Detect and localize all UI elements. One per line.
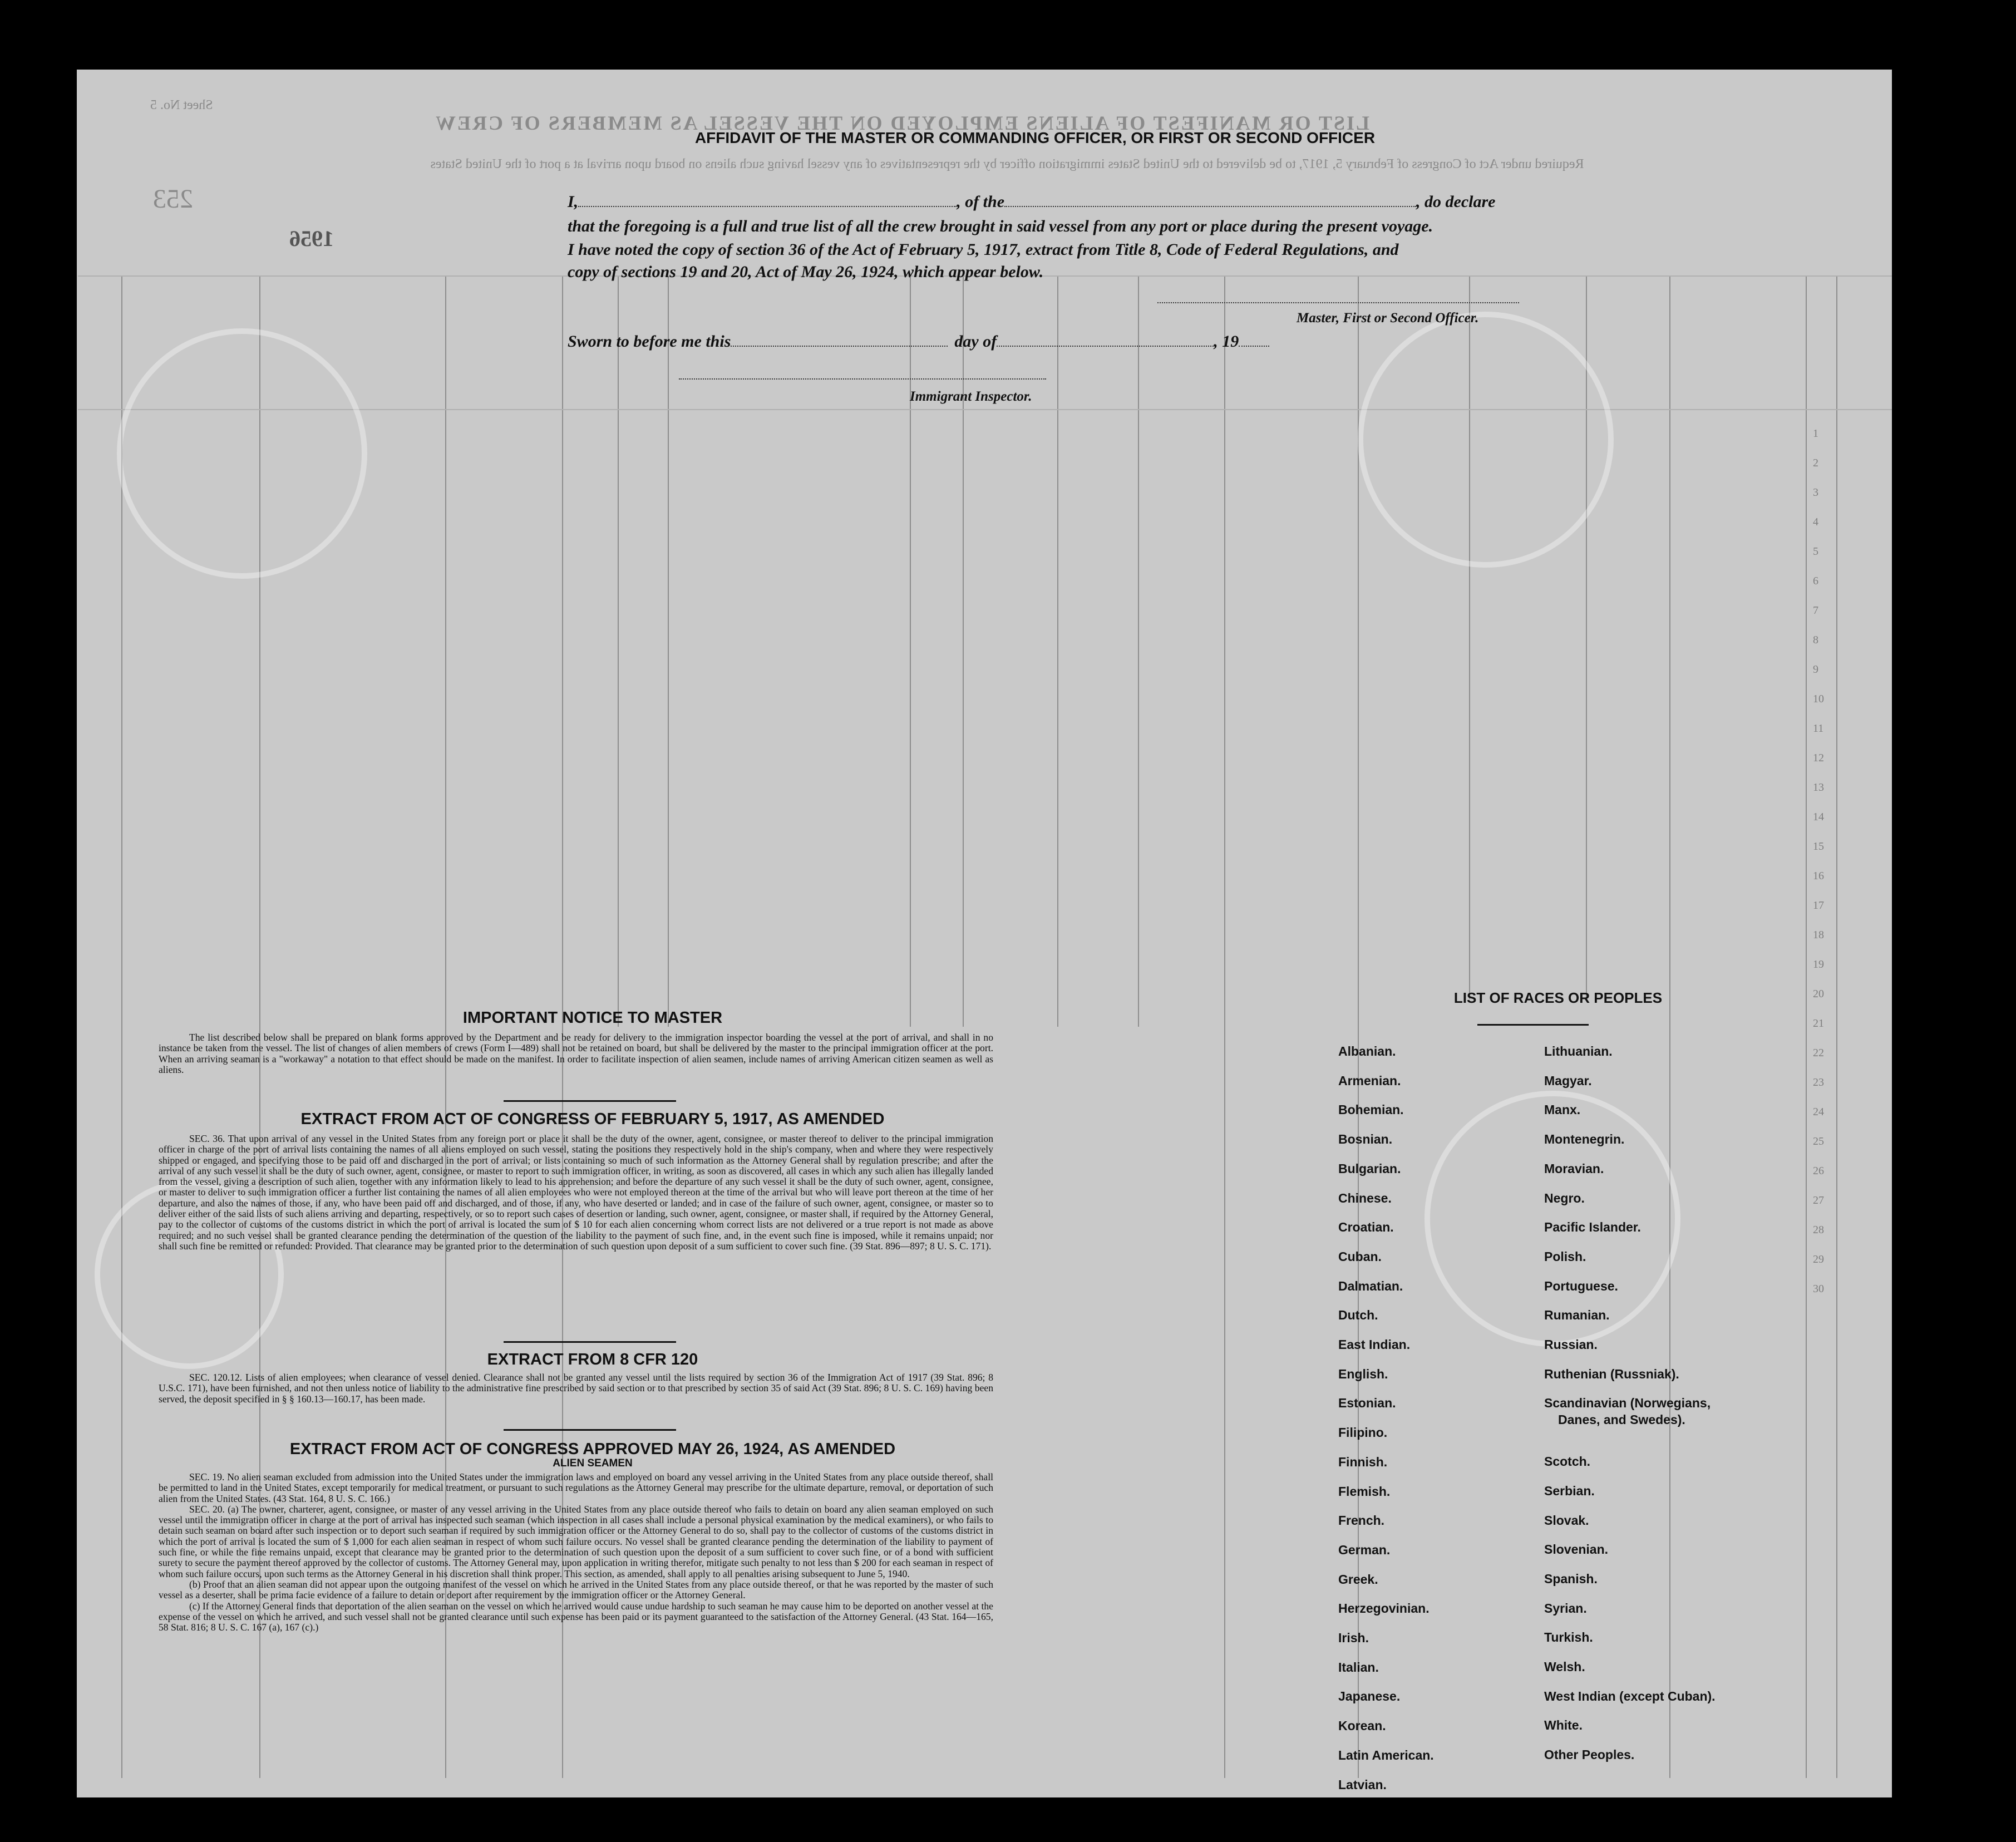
row-number: 17	[1813, 899, 1824, 912]
race-item: Serbian.	[1544, 1483, 1595, 1498]
row-number: 9	[1813, 663, 1818, 676]
affidavit-i: I,	[568, 193, 579, 211]
race-item: Montenegrin.	[1544, 1132, 1625, 1147]
races-title: LIST OF RACES OR PEOPLES	[1453, 989, 1663, 1006]
grid-line	[121, 275, 122, 1778]
sworn-day-of: day of	[954, 332, 997, 351]
row-number: 29	[1813, 1253, 1824, 1265]
race-item: Dalmatian.	[1338, 1278, 1403, 1293]
race-item: Korean.	[1338, 1718, 1386, 1733]
extract-1924-title: EXTRACT FROM ACT OF CONGRESS APPROVED MAY 26, 1924, AS AMENDED	[289, 1440, 896, 1458]
bleed-required-text: Required under Act of Congress of February 5, 1917, to be delivered to the United States immigration officer by the representatives of any vessel having such aliens on board upon arrival at a port of the United States	[430, 157, 1584, 171]
race-item: Slovak.	[1544, 1513, 1589, 1528]
punch-hole	[1917, 1185, 1948, 1216]
race-item: Latvian.	[1338, 1777, 1387, 1792]
vessel-blank[interactable]	[1004, 206, 1416, 207]
sec20a-text: SEC. 20. (a) The owner, charterer, agent, consignee, or master of any vessel arriving in the United States from any place outside thereof who fails to detain on board any alien seaman employed on such vessel until the immigration officer in charge at the port of arrival has inspected such seaman (which inspection in all cases shall include a personal physical examination by the medical examiners), or who fails to detain such seaman on board after such inspection or to deport such seaman if required by such immigration officer or the Attorney General to do so, shall pay to the collector of customs of the customs district in which the port of arrival is located the sum of $ 1,000 for each alien seaman in respect of whom such failure occurs. No vessel shall be granted clearance pending the determination of the liability to payment of such fine, or while the fine remains unpaid, except that clearance may be granted prior to the determination of such question upon the deposit of a sum sufficient to cover such fine, or of a bond with sufficient surety to secure the payment thereof approved by the collector of customs. The Attorney General may, upon application in writing therefor, mitigate such penalty to not less than $ 200 for each seaman in respect of whom such failure occurs, upon such terms as the Attorney General in his discretion shall think proper. This section, as amended, shall apply to all penalties arising subsequent to June 5, 1940.	[159, 1503, 993, 1579]
sworn-day-blank[interactable]	[731, 346, 948, 347]
races-title-underline	[1477, 1024, 1589, 1026]
race-item: Danes, and Swedes).	[1558, 1412, 1685, 1427]
extract-1924-text	[159, 1472, 993, 1633]
race-item: East Indian.	[1338, 1337, 1411, 1352]
race-item: Dutch.	[1338, 1308, 1378, 1323]
row-number: 15	[1813, 840, 1824, 853]
punch-hole	[1917, 1272, 1948, 1303]
row-number: 6	[1813, 575, 1818, 587]
section-divider	[504, 1429, 676, 1431]
row-number: 3	[1813, 486, 1818, 499]
sworn-text: Sworn to before me this	[568, 332, 731, 351]
sworn-line	[568, 332, 1402, 351]
extract-1917-title: EXTRACT FROM ACT OF CONGRESS OF FEBRUARY 5, 1917, AS AMENDED	[300, 1110, 885, 1128]
section-divider	[504, 1100, 676, 1102]
bleed-sheet-number: Sheet No. 5	[150, 98, 213, 112]
affidavit-text-line: copy of sections 19 and 20, Act of May 26, 1924, which appear below.	[568, 263, 1044, 281]
sworn-month-blank[interactable]	[997, 346, 1214, 347]
row-number: 8	[1813, 634, 1818, 646]
bleed-title: LIST OR MANIFEST OF ALIENS EMPLOYED ON THE VESSEL AS MEMBERS OF CREW	[434, 112, 1370, 134]
race-item: French.	[1338, 1513, 1385, 1528]
grid-line	[1836, 275, 1837, 1778]
sec19-text: SEC. 19. No alien seaman excluded from admission into the United States under the immigration laws and employed on board any vessel arriving in the United States from any place outside thereof, shall be permitted to land in the United States, except temporarily for medical treatment, or pursuant to such regulations as the Attorney General may prescribe for the ultimate departure, removal, or deportation of such alien from the United States. (43 Stat. 164, 8 U. S. C. 166.)	[159, 1471, 993, 1504]
affidavit-text-line: that the foregoing is a full and true list of all the crew brought in said vessel from any port or place during the present voyage.	[568, 217, 1433, 235]
race-item: Ruthenian (Russniak).	[1544, 1366, 1679, 1381]
row-number: 7	[1813, 604, 1818, 617]
race-item: Armenian.	[1338, 1073, 1401, 1088]
sworn-year-prefix: , 19	[1214, 332, 1239, 351]
race-item: Manx.	[1544, 1102, 1581, 1117]
row-number: 4	[1813, 516, 1818, 528]
race-item: Japanese.	[1338, 1689, 1401, 1704]
affidavit-declaration-line	[568, 193, 1536, 211]
race-item: Greek.	[1338, 1572, 1378, 1587]
punch-hole	[1917, 470, 1948, 501]
row-number: 14	[1813, 811, 1824, 823]
extract-1924-subtitle: ALIEN SEAMEN	[553, 1457, 633, 1469]
race-item: Scandinavian (Norwegians,	[1544, 1396, 1711, 1411]
punch-hole	[1917, 609, 1948, 641]
row-number: 11	[1813, 722, 1824, 735]
race-item: Estonian.	[1338, 1396, 1396, 1411]
race-item: German.	[1338, 1542, 1391, 1557]
race-item: Pacific Islander.	[1544, 1220, 1641, 1235]
row-number: 25	[1813, 1135, 1824, 1147]
row-number: 22	[1813, 1047, 1824, 1059]
punch-hole	[1917, 337, 1948, 368]
row-number: 18	[1813, 929, 1824, 941]
master-signature-line[interactable]	[1157, 302, 1519, 303]
name-blank[interactable]	[578, 206, 957, 207]
race-item: Russian.	[1544, 1337, 1598, 1352]
race-item: Negro.	[1544, 1190, 1585, 1205]
extract-1917-text: SEC. 36. That upon arrival of any vessel in the United States from any foreign port or place it shall be the duty of the owner, agent, consignee, or master thereof to deliver to the principal immigration officer in charge of the port of arrival lists containing the names of all aliens employed on such vessel, stating the positions they respectively hold in the ship's company, when and where they were respectively shipped or engaged, and specifying those to be paid off and discharged in the port of arrival; or lists containing so much of such information as the Attorney General shall by regulation prescribe; and after the arrival of any such vessel it shall be the duty of such owner, agent, consignee, or master to report to such immigration officer, in writing, as soon as discovered, all cases in which any such alien has illegally landed from the vessel, giving a description of such alien, together with any information likely to lead to his apprehension; and before the departure of any such vessel it shall be the duty of such owner, agent, consignee, or master to deliver to such immigration officer a further list containing the names of all alien employees who were not employed thereon at the time of the arrival but who will leave port thereon at the time of her departure, and also the names of those, if any, who have been paid off and discharged, and of those, if any, who have deserted or landed; and in case of the failure of such owner, agent, consignee, or master so to deliver either of the said lists of such aliens arriving and departing, respectively, or so to report such cases of desertion or landing, such owner, agent, consignee, or master shall, if required by the Attorney General, pay to the collector of customs of the customs district in which the port of arrival is located the sum of $ 10 for each alien concerning whom correct lists are not delivered or a true report is not made as above required; and no such vessel shall be granted clearance pending the determination of the question of the liability to the payment of such fine, and, in the event such fine is imposed, while it remains unpaid; nor shall such fine be remitted or refunded: Provided. That clearance may be granted prior to the determination of such question upon deposit of a sum sufficient to cover such fine. (39 Stat. 896—897; 8 U. S. C. 171).	[159, 1133, 993, 1252]
sec20b-text: (b) Proof that an alien seaman did not appear upon the outgoing manifest of the vessel on which he arrived in the United States from any place outside thereof, or that he was reported by the master of such vessel as a deserter, shall be prima facie evidence of a failure to detain or deport after requirement by the immigration officer or the Attorney General.	[159, 1578, 993, 1601]
race-item: Rumanian.	[1544, 1308, 1610, 1323]
race-item: Flemish.	[1338, 1484, 1391, 1499]
row-number: 2	[1813, 457, 1818, 469]
inspector-signature-label: Immigrant Inspector.	[910, 389, 1032, 404]
row-number: 26	[1813, 1165, 1824, 1177]
race-item: Scotch.	[1544, 1454, 1591, 1469]
race-item: Italian.	[1338, 1659, 1379, 1674]
grid-line	[1138, 275, 1139, 1027]
punch-hole	[1917, 698, 1948, 730]
row-number: 1	[1813, 427, 1818, 440]
race-item: Spanish.	[1544, 1571, 1598, 1586]
race-item: Filipino.	[1338, 1425, 1388, 1440]
race-item: Bulgarian.	[1338, 1161, 1401, 1176]
race-item: Bosnian.	[1338, 1132, 1393, 1147]
grid-line	[963, 275, 964, 1027]
row-number: 24	[1813, 1106, 1824, 1118]
race-item: Turkish.	[1544, 1630, 1593, 1645]
grid-line	[910, 275, 911, 1027]
row-number: 10	[1813, 693, 1824, 705]
affidavit-do-declare: , do declare	[1416, 193, 1496, 211]
grid-line	[1806, 275, 1807, 1778]
race-item: Slovenian.	[1544, 1542, 1609, 1557]
bleed-manifest-number: 253	[153, 184, 193, 214]
row-number: 23	[1813, 1076, 1824, 1089]
row-number: 5	[1813, 545, 1818, 558]
race-item: Polish.	[1544, 1249, 1586, 1264]
grid-line	[618, 275, 619, 1027]
row-number: 21	[1813, 1017, 1824, 1030]
grid-line	[1224, 275, 1225, 1778]
notice-title: IMPORTANT NOTICE TO MASTER	[462, 1009, 723, 1027]
affidavit-title: AFFIDAVIT OF THE MASTER OR COMMANDING OFFICER, OR FIRST OR SECOND OFFICER	[694, 129, 1376, 146]
race-item: Portuguese.	[1544, 1278, 1618, 1293]
race-item: West Indian (except Cuban).	[1544, 1688, 1716, 1703]
race-item: Finnish.	[1338, 1454, 1388, 1469]
race-item: Magyar.	[1544, 1073, 1592, 1088]
sworn-year-blank[interactable]	[1239, 346, 1269, 347]
notice-text: The list described below shall be prepared on blank forms approved by the Department and be ready for delivery to the immigration inspector boarding the vessel at the port of arrival, and shall in no instance be taken from the vessel. The list of changes of alien members of crews (Form I—489) shall not be retained on board, but shall be delivered by the master to the principal immigration officer at the port. When an arriving seaman is a "workaway" a notation to that effect should be made on the manifest. In order to facilitate inspection of alien seamen, include names of arriving American citizen seamen as well as aliens.	[159, 1032, 993, 1075]
punch-hole	[1917, 256, 1948, 287]
row-number: 19	[1813, 958, 1824, 971]
race-item: White.	[1544, 1718, 1583, 1733]
affidavit-text-line: I have noted the copy of section 36 of the Act of February 5, 1917, extract from Title 8, Code of Federal Regulations, and	[568, 240, 1399, 259]
row-number: 30	[1813, 1283, 1824, 1295]
race-item: Syrian.	[1544, 1600, 1587, 1616]
race-item: Welsh.	[1544, 1659, 1585, 1674]
race-item: Chinese.	[1338, 1190, 1392, 1205]
race-item: Albanian.	[1338, 1044, 1396, 1058]
race-item: Irish.	[1338, 1631, 1369, 1645]
race-item: Herzegovinian.	[1338, 1601, 1430, 1616]
row-number: 27	[1813, 1194, 1824, 1206]
row-number: 16	[1813, 870, 1824, 882]
row-number: 20	[1813, 988, 1824, 1000]
section-divider	[504, 1341, 676, 1343]
grid-line	[1057, 275, 1058, 1027]
race-item: Cuban.	[1338, 1249, 1382, 1264]
master-signature-label: Master, First or Second Officer.	[1297, 311, 1479, 326]
race-item: Croatian.	[1338, 1220, 1394, 1235]
punch-hole	[1917, 1628, 1948, 1659]
bleed-date-stamp: 1956	[289, 226, 334, 251]
race-item: Moravian.	[1544, 1161, 1604, 1176]
affidavit-of-the: , of the	[957, 193, 1005, 211]
race-item: Latin American.	[1338, 1747, 1434, 1762]
grid-line	[1669, 275, 1670, 1778]
row-number: 12	[1813, 752, 1824, 764]
faint-circular-stamp	[117, 328, 367, 579]
race-item: Lithuanian.	[1544, 1044, 1613, 1058]
extract-cfr-text: SEC. 120.12. Lists of alien employees; when clearance of vessel denied. Clearance shall not be granted any vessel until the lists required by section 36 of the Immigration Act of 1917 (39 Stat. 896; 8 U.S.C. 171), have been furnished, and not then unless notice of liability to the administrative fine prescribed by said section or to that prescribed by section 35 of said Act (39 Stat. 896; 8 U. S. C. 169) having been served, the deposit specified in § § 160.13—160.17, has been made.	[159, 1372, 993, 1405]
row-number: 28	[1813, 1224, 1824, 1236]
race-item: Other Peoples.	[1544, 1747, 1635, 1762]
race-item: Bohemian.	[1338, 1102, 1404, 1117]
inspector-signature-line[interactable]	[679, 378, 1046, 380]
race-item: English.	[1338, 1366, 1388, 1381]
row-number: 13	[1813, 781, 1824, 794]
extract-cfr-title: EXTRACT FROM 8 CFR 120	[487, 1351, 698, 1368]
grid-line	[668, 275, 669, 1027]
sec20c-text: (c) If the Attorney General finds that deportation of the alien seaman on the vessel on which he arrived would cause undue hardship to such seaman he may cause him to be deported on another vessel at the expense of the vessel on which he arrived, and such vessel shall not be granted clearance until such expense has been paid or its payment guaranteed to the satisfaction of the Attorney General. (43 Stat. 164—165, 58 Stat. 816; 8 U. S. C. 167 (a), 167 (c).)	[159, 1600, 993, 1633]
